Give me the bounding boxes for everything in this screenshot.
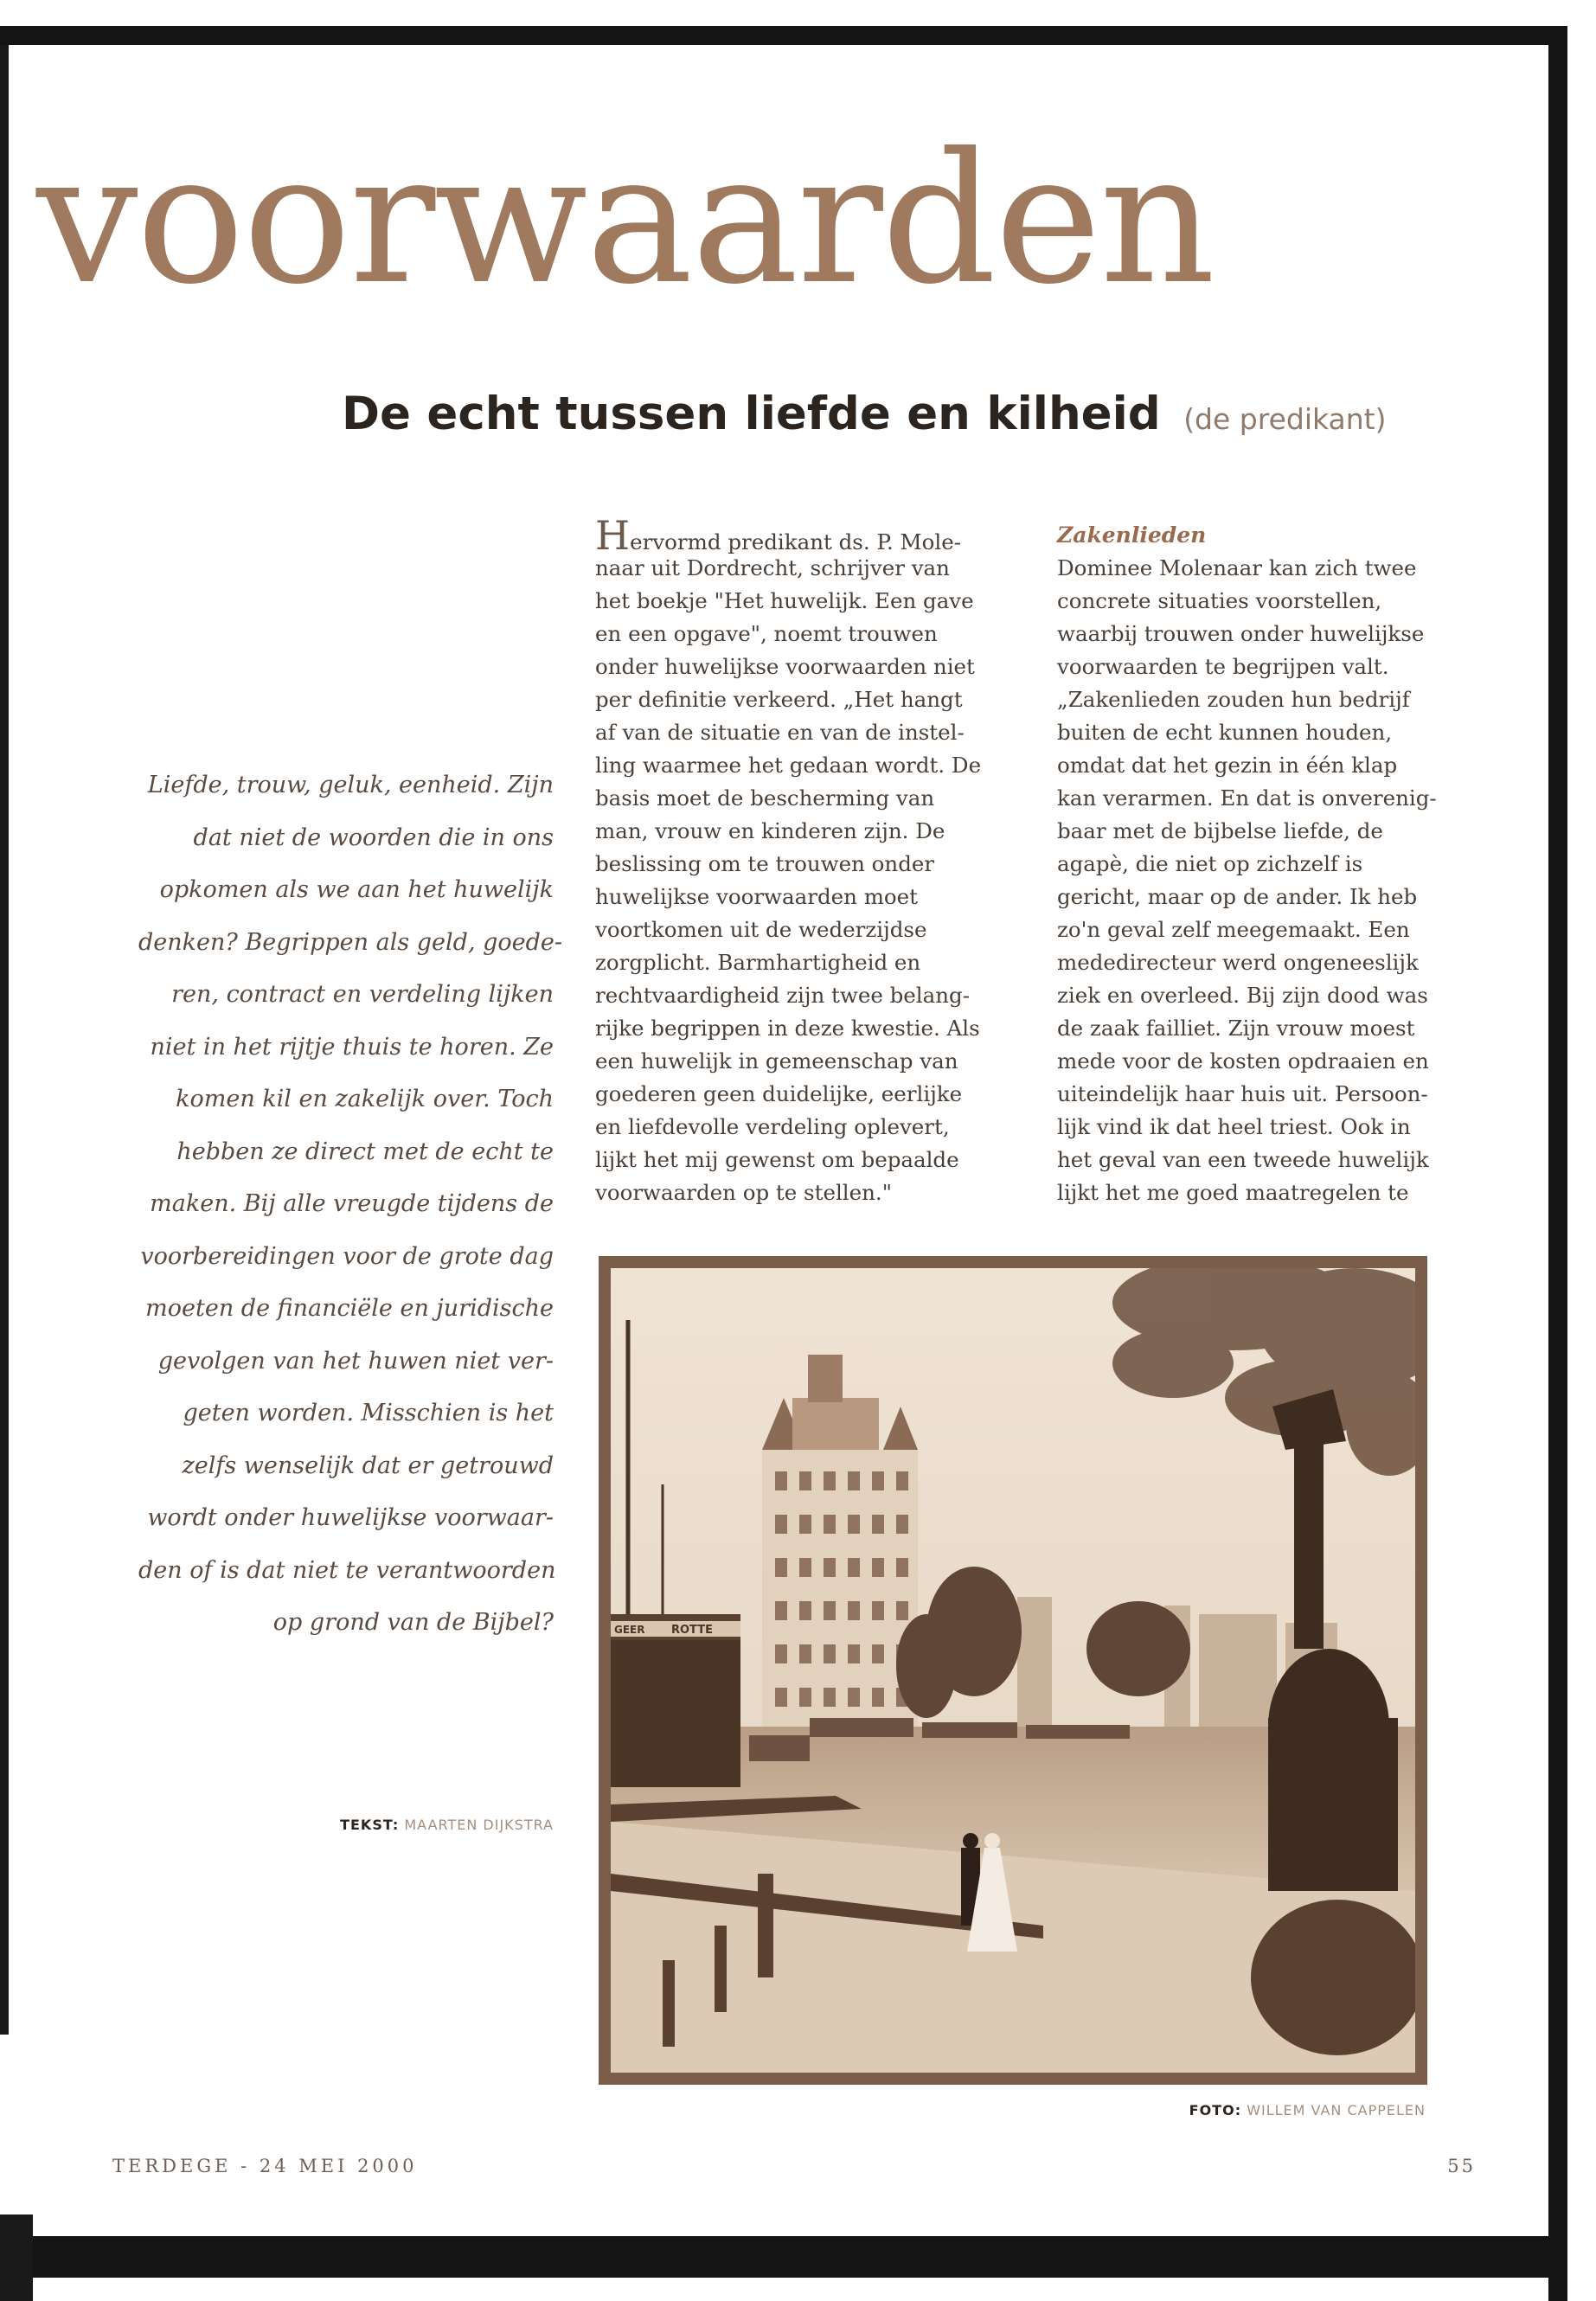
ship-sign: ROTTE <box>671 1624 713 1637</box>
page-number: 55 <box>1447 2156 1476 2176</box>
intro-line: hebben ze direct met de echt te <box>176 1138 554 1165</box>
intro-line: voorbereidingen voor de grote dag <box>140 1242 554 1270</box>
intro-line: opkomen als we aan het huwelijk <box>159 876 554 903</box>
body-line: lijkt het mij gewenst om bepaalde <box>595 1147 959 1172</box>
intro-line: wordt onder huwelijkse voorwaar- <box>147 1504 554 1531</box>
intro-line: moeten de financiële en juridische <box>145 1295 554 1322</box>
subtitle-text: De echt tussen liefde en kilheid <box>342 388 1161 440</box>
body-line: lijkt het me goed maatregelen te <box>1057 1180 1409 1205</box>
body-line: het boekje "Het huwelijk. Een gave <box>595 588 974 613</box>
body-line: concrete situaties voorstellen, <box>1057 588 1382 613</box>
scan-border-bottom <box>33 2236 1567 2278</box>
middle-column-body <box>595 552 1019 1209</box>
body-line: uiteindelijk haar huis uit. Persoon- <box>1057 1081 1428 1106</box>
body-line: per definitie verkeerd. „Het hangt <box>595 687 963 712</box>
first-line-text: ervormd predikant ds. P. Mole- <box>630 529 961 554</box>
page-title: voorwaarden <box>36 115 1215 324</box>
body-line: goederen geen duidelijke, eerlijke <box>595 1081 963 1106</box>
right-column-body <box>1057 552 1472 1209</box>
body-line: mede voor de kosten opdraaien en <box>1057 1048 1429 1074</box>
body-line: mededirecteur werd ongeneeslijk <box>1057 950 1419 975</box>
credit-photographer: WILLEM VAN CAPPELEN <box>1247 2102 1426 2118</box>
scan-border-top <box>0 26 1567 45</box>
body-line: beslissing om te trouwen onder <box>595 851 935 876</box>
intro-line: dat niet de woorden die in ons <box>193 824 554 851</box>
body-line: zorgplicht. Barmhartigheid en <box>595 950 921 975</box>
body-line: en een opgave", noemt trouwen <box>595 621 938 646</box>
article-column-middle <box>595 512 1019 1209</box>
body-line: huwelijkse voorwaarden moet <box>595 884 919 909</box>
body-line: voorwaarden op te stellen." <box>595 1180 892 1205</box>
body-line: lijk vind ik dat heel triest. Ook in <box>1057 1114 1411 1139</box>
intro-line: denken? Begrippen als geld, goede- <box>138 928 563 956</box>
scan-border-right <box>1548 26 1567 2301</box>
section-heading: Zakenlieden <box>1057 522 1207 548</box>
footer-publication: TERDEGE - 24 MEI 2000 <box>112 2156 418 2176</box>
intro-line: op grond van de Bijbel? <box>272 1609 554 1636</box>
intro-line: zelfs wenselijk dat er getrouwd <box>182 1452 554 1479</box>
wedding-photo <box>599 1256 1427 2085</box>
intro-line: maken. Bij alle vreugde tijdens de <box>150 1190 554 1217</box>
article-column-right <box>1057 519 1472 1209</box>
body-line: omdat dat het gezin in één klap <box>1057 753 1398 778</box>
body-line: rijke begrippen in deze kwestie. Als <box>595 1016 980 1041</box>
intro-line: den of is dat niet te verantwoorden <box>138 1556 556 1584</box>
first-line <box>595 512 1019 559</box>
body-line: Dominee Molenaar kan zich twee <box>1057 555 1417 580</box>
intro-line: komen kil en zakelijk over. Toch <box>176 1086 554 1112</box>
body-line: basis moet de bescherming van <box>595 785 935 811</box>
body-line: kan verarmen. En dat is onverenig- <box>1057 785 1437 811</box>
body-line: ziek en overleed. Bij zijn dood was <box>1057 983 1428 1008</box>
body-line: „Zakenlieden zouden hun bedrijf <box>1057 687 1410 712</box>
scan-border-left-corner <box>0 2214 33 2301</box>
body-line: voortkomen uit de wederzijdse <box>595 917 927 942</box>
body-line: onder huwelijkse voorwaarden niet <box>595 654 975 679</box>
body-line: baar met de bijbelse liefde, de <box>1057 818 1383 843</box>
intro-line: geten worden. Misschien is het <box>183 1400 554 1426</box>
intro-paragraph <box>138 760 563 1650</box>
body-line: de zaak failliet. Zijn vrouw moest <box>1057 1016 1415 1041</box>
body-line: rechtvaardigheid zijn twee belang- <box>595 983 970 1008</box>
credit-label: FOTO: <box>1189 2102 1242 2118</box>
body-line: ling waarmee het gedaan wordt. De <box>595 753 982 778</box>
byline-label: TEKST: <box>340 1817 400 1833</box>
body-line: agapè, die niet op zichzelf is <box>1057 851 1363 876</box>
intro-line: niet in het rijtje thuis te horen. Ze <box>150 1033 554 1061</box>
subtitle-tag: (de predikant) <box>1183 402 1387 436</box>
body-line: zo'n geval zelf meegemaakt. Een <box>1057 917 1410 942</box>
body-line: het geval van een tweede huwelijk <box>1057 1147 1429 1172</box>
body-line: waarbij trouwen onder huwelijkse <box>1057 621 1425 646</box>
byline <box>285 1817 554 1833</box>
ship-sign-left: GEER <box>614 1624 645 1636</box>
body-line: een huwelijk in gemeenschap van <box>595 1048 958 1074</box>
scan-border-left <box>0 45 9 2035</box>
drop-cap: H <box>595 512 631 559</box>
body-line: gericht, maar op de ander. Ik heb <box>1057 884 1418 909</box>
body-line: man, vrouw en kinderen zijn. De <box>595 818 945 843</box>
body-line: af van de situatie en van de instel- <box>595 720 965 745</box>
intro-line: gevolgen van het huwen niet ver- <box>157 1347 554 1375</box>
body-line: naar uit Dordrecht, schrijver van <box>595 555 950 580</box>
intro-line: Liefde, trouw, geluk, eenheid. Zijn <box>147 772 554 798</box>
body-line: buiten de echt kunnen houden, <box>1057 720 1393 745</box>
body-line: en liefdevolle verdeling oplevert, <box>595 1114 950 1139</box>
article-subtitle <box>342 388 1387 440</box>
body-line: voorwaarden te begrijpen valt. <box>1057 654 1389 679</box>
intro-line: ren, contract en verdeling lijken <box>171 981 554 1008</box>
byline-author: MAARTEN DIJKSTRA <box>404 1817 554 1833</box>
photo-credit <box>1038 2102 1426 2118</box>
harbour-scene-illustration <box>611 1268 1415 2073</box>
